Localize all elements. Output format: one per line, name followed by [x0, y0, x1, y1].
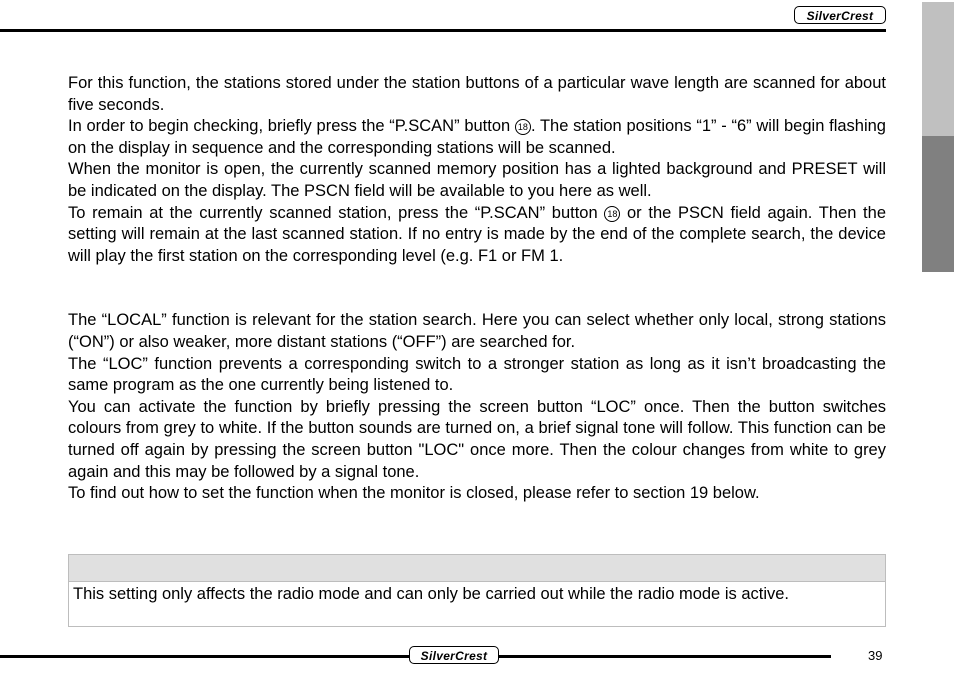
paragraph: When the monitor is open, the currently scanned memory position has a lighted background and PRESET will be indicated on the display. The PSCN field will be available to you here as well. — [68, 160, 886, 200]
paragraph: The “LOCAL” function is relevant for the station search. Here you can select whether only local, strong stations (“ON”) or also weaker, more distant stations (“OFF”) are searched for. — [68, 311, 886, 351]
note-text: This setting only affects the radio mode and can only be carried out while the radio mode is active. — [73, 585, 790, 603]
brand-logo-header: SilverCrest — [794, 6, 886, 24]
footer-rule-right — [499, 655, 831, 658]
button-reference-marker: 18 — [604, 206, 620, 222]
paragraph: For this function, the stations stored under the station buttons of a particular wave length are scanned for about five seconds. — [68, 74, 886, 114]
footer-rule-left — [0, 655, 409, 658]
note-box — [68, 554, 886, 627]
main-content — [68, 73, 886, 505]
paragraph: The “LOC” function prevents a corresponding switch to a stronger station as long as it isn’t broadcasting the same program as the one currently being listened to. — [68, 354, 886, 395]
paragraph — [68, 203, 886, 268]
paragraph-text: To remain at the currently scanned station, press the “P.SCAN” button — [68, 203, 605, 222]
paragraph: You can activate the function by briefly pressing the screen button “LOC” once. Then the button switches colours from grey to white. If the button sounds are turned on, a brief signal tone will follow. This function can be turned off again by pressing the screen button "LOC" once more. Then the colour changes from white to grey again and this may be followed by a signal tone. — [68, 397, 886, 481]
section-gap — [68, 267, 886, 310]
paragraph-text: . The station positions “1” - “6” will begin flashing on the display in sequence and the corresponding stations will be scanned. — [68, 117, 886, 157]
paragraph: To find out how to set the function when the monitor is closed, please refer to section 19 below. — [68, 484, 760, 503]
paragraph-text: In order to begin checking, briefly press the “P.SCAN” button — [68, 117, 515, 136]
header-rule — [0, 29, 886, 32]
paragraph-text: or the PSCN field again. Then the setting will remain at the last scanned station. If no entry is made by the end of the complete search, the device will play the first station on the corresponding level (e.g. F1 or FM 1. — [68, 203, 886, 265]
brand-logo-footer: SilverCrest — [409, 646, 499, 664]
note-header-bar — [69, 555, 885, 582]
side-tab-dark — [922, 136, 954, 272]
paragraph — [68, 116, 886, 159]
page-number: 39 — [868, 648, 883, 663]
button-reference-marker: 18 — [515, 119, 531, 135]
side-tab-light — [922, 2, 954, 136]
